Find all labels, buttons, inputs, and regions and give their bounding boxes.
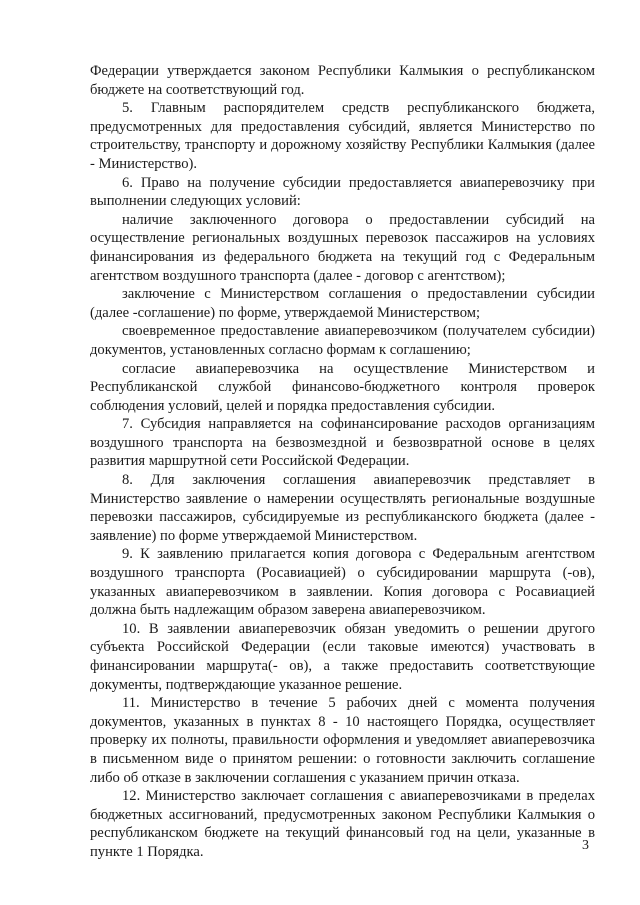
condition-documents: своевременное предоставление авиаперевозчиком (получателем субсидии) документов, установленных согласно формам к соглашению; [90, 323, 595, 358]
page-number: 3 [582, 838, 589, 853]
paragraph-5: 5. Главным распорядителем средств республиканского бюджета, предусмотренных для предоставления субсидий, является Министерство по строительству, транспорту и дорожному хозяйству Республики Калмыкия (далее - Министерство). [90, 100, 595, 172]
condition-contract: наличие заключенного договора о предоставлении субсидий на осуществление региональных воздушных перевозок пассажиров на условиях финансирования из федерального бюджета на текущий год с Федеральным агентством воздушного транспорта (далее - договор с агентством); [90, 211, 595, 284]
paragraph-8: 8. Для заключения соглашения авиаперевозчик представляет в Министерство заявление о намерении осуществлять региональные воздушные перевозки пассажиров, субсидируемые из республиканского бюджета (далее - заявление) по форме утверждаемой Министерством. [90, 472, 595, 544]
paragraph-6: 6. Право на получение субсидии предоставляется авиаперевозчику при выполнении следующих условий: [90, 174, 595, 210]
paragraph-continuation: Федерации утверждается законом Республики Калмыкия о республиканском бюджете на соответствующий год. [90, 63, 595, 98]
condition-agreement: заключение с Министерством соглашения о предоставлении субсидии (далее -соглашение) по форме, утверждаемой Министерством; [90, 286, 595, 321]
document-body [90, 62, 595, 862]
paragraph-9: 9. К заявлению прилагается копия договора с Федеральным агентством воздушного транспорта (Росавиацией) о субсидировании маршрута (-ов), указанных авиаперевозчиком в заявлении. Копия договора с Росавиацией должна быть надлежащим образом заверена авиаперевозчиком. [90, 546, 595, 619]
paragraph-7: 7. Субсидия направляется на софинансирование расходов организациям воздушного транспорта на безвозмездной и безвозвратной основе в целях развития маршрутной сети Российской Федерации. [90, 416, 595, 470]
paragraph-11: 11. Министерство в течение 5 рабочих дней с момента получения документов, указанных в пунктах 8 - 10 настоящего Порядка, осуществляет проверку их полноты, правильности оформления и уведомляет авиаперевозчика в письменном виде о принятом решении: о готовности заключить соглашение либо об отказе в заключении соглашения с указанием причин отказа. [90, 695, 595, 786]
condition-consent: согласие авиаперевозчика на осуществление Министерством и Республиканской службой финансово-бюджетного контроля проверок соблюдения условий, целей и порядка предоставления субсидии. [90, 360, 595, 414]
paragraph-12: 12. Министерство заключает соглашения с авиаперевозчиками в пределах бюджетных ассигнований, предусмотренных законом Республики Калмыкия о республиканском бюджете на текущий финансовый год на цели, указанные в пункте 1 Порядка. [90, 788, 595, 860]
paragraph-10: 10. В заявлении авиаперевозчик обязан уведомить о решении другого субъекта Российской Федерации (если таковые имеются) участвовать в финансировании маршрута(- ов), а также предоставить соответствующие документы, подтверждающие указанное решение. [90, 620, 595, 693]
